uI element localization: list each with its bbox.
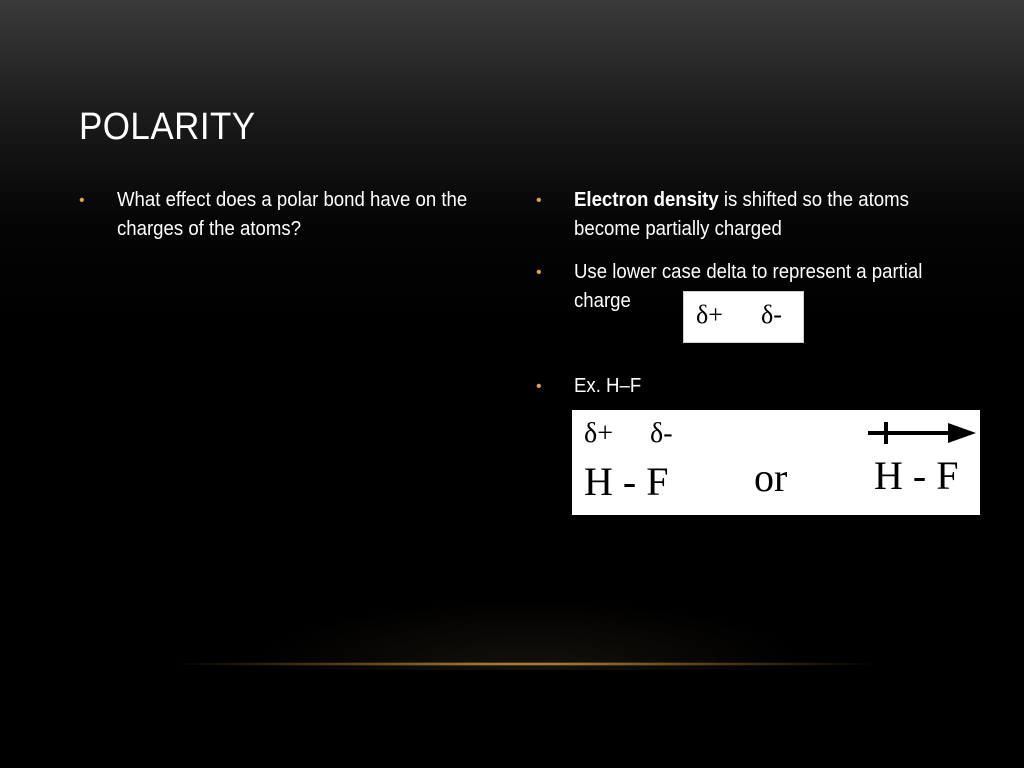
right-bullet-3	[536, 372, 1014, 401]
right-bullet-1-bold: Electron density	[574, 189, 719, 211]
delta-notation-figure	[683, 291, 804, 343]
hf-delta-minus: δ-	[650, 418, 673, 449]
bottom-glow-line	[180, 662, 870, 666]
delta-plus-label: δ+	[696, 300, 723, 329]
bullet-dot: •	[536, 192, 542, 209]
right-bullet-2-text: Use lower case delta to represent a partial charge	[574, 261, 923, 312]
left-column	[79, 186, 479, 244]
right-bullet-3-text: Ex. H–F	[574, 375, 642, 397]
hf-formula-right: H - F	[874, 453, 959, 498]
hf-delta-plus: δ+	[584, 418, 613, 449]
dipole-arrow-icon	[866, 420, 978, 446]
hf-or-text: or	[754, 455, 788, 500]
hf-dipole-figure	[572, 410, 980, 515]
right-bullet-1-text	[574, 186, 974, 244]
left-bullet-1	[79, 186, 479, 244]
slide-title: POLARITY	[79, 106, 256, 148]
bullet-dot: •	[536, 378, 542, 395]
delta-minus-label: δ-	[761, 300, 782, 329]
bullet-dot: •	[536, 264, 542, 281]
bullet-dot: •	[79, 192, 85, 209]
hf-formula-left: H - F	[584, 459, 669, 504]
bottom-glow-haze	[250, 600, 810, 670]
right-bullet-1	[536, 186, 976, 244]
left-bullet-1-text: What effect does a polar bond have on the charges of the atoms?	[117, 189, 468, 240]
right-bullet-1-rest: is shifted so the atoms become partially charged	[574, 189, 909, 240]
